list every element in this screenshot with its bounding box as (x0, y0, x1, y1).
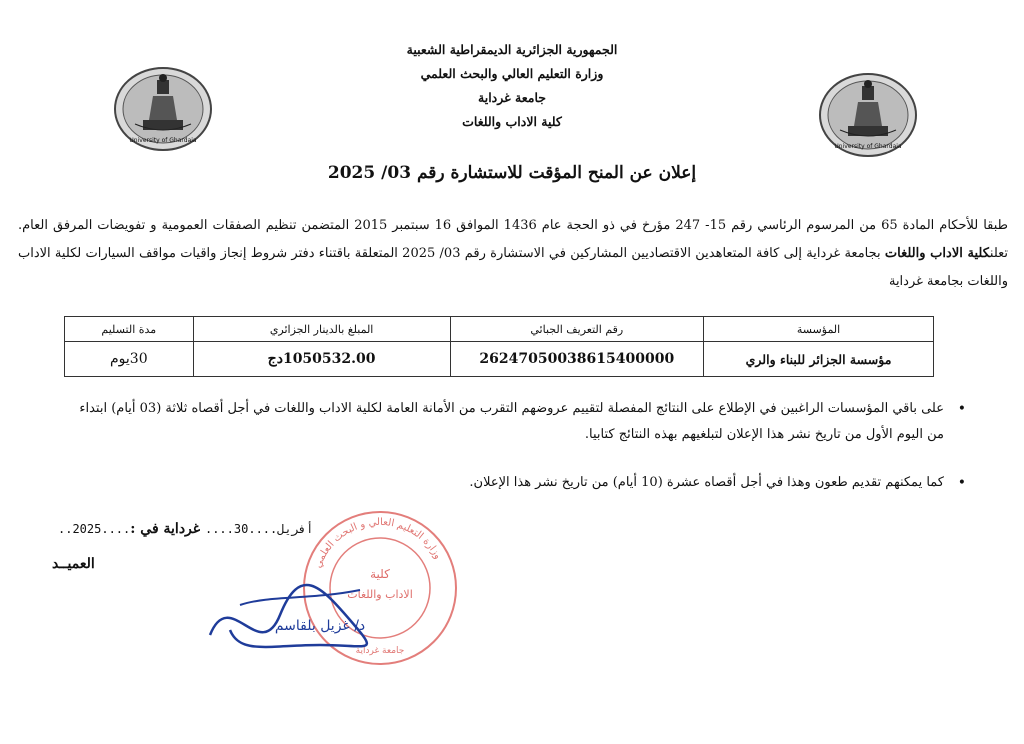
bullet-text-1: على باقي المؤسسات الراغبين في الإطلاع على النتائج المفصلة لتقييم عروضهم التقرب من الأمانة العامة لكلية الاداب واللغات في أجل أقصاه ثلاثة (03 أيام) ابتداء من اليوم الأول من تاريخ نشر هذا الإعلان لتبلغيهم بهذه النتائج كتابيا. (79, 401, 944, 442)
award-table (64, 316, 934, 377)
header-republic: الجمهورية الجزائرية الديمقراطية الشعبية (406, 42, 618, 57)
th-institution: المؤسسة (704, 317, 934, 342)
paragraph-bold-faculty: كلية الاداب واللغات (884, 246, 990, 261)
bullet-list (60, 396, 966, 518)
signature-date: ..2025....أفريل....30.... (58, 522, 314, 536)
cell-delivery: 30يوم (65, 342, 194, 377)
announcement-paragraph (18, 212, 1008, 296)
paragraph-rest: بجامعة غرداية إلى كافة المتعاهدين الاقتصاديين المشاركين في الاستشارة رقم 03/ 2025 المتعلقة باقتناء دفتر شروط إنجاز واقيات مواقف السيارات لكلية الاداب واللغات بجامعة غرداية (18, 246, 1008, 289)
cell-institution: مؤسسة الجزائر للبناء والري (704, 342, 934, 377)
document-header (0, 38, 1024, 134)
cell-tax-id: 26247050038615400000 (450, 342, 703, 377)
th-delivery: مدة التسليم (65, 317, 194, 342)
bullet-icon: • (957, 401, 966, 417)
header-faculty: كلية الاداب واللغات (462, 114, 562, 129)
stamp-center-2: الاداب واللغات (347, 588, 413, 601)
bullet-text-2: كما يمكنهم تقديم طعون وهذا في أجل أقصاه عشرة (10 أيام) من تاريخ نشر هذا الإعلان. (469, 475, 944, 490)
dean-title: العميــد (52, 556, 95, 572)
bullet-icon: • (957, 475, 966, 491)
table-header-row (65, 317, 934, 342)
list-item (60, 396, 966, 448)
logo-caption: University of Ghardaia (129, 137, 197, 144)
th-amount: المبلغ بالدينار الجزائري (193, 317, 450, 342)
list-item (60, 470, 966, 496)
cell-amount: 1050532.00دج (193, 342, 450, 377)
signer-name: د/ غزيل بلقاسم (274, 618, 366, 634)
table-row (65, 342, 934, 377)
announcement-title: إعلان عن المنح المؤقت للاستشارة رقم 03/ 2025 (327, 163, 697, 183)
logo-caption: University of Ghardaia (834, 143, 902, 150)
place-date-line (58, 521, 313, 537)
stamp-center-1: كلية (370, 567, 390, 581)
th-tax-id: رقم التعريف الجبائي (450, 317, 703, 342)
header-ministry: وزارة التعليم العالي والبحث العلمي (420, 66, 604, 81)
stamp-ring-text: وزارة التعليم العالي و البحث العلمي (312, 516, 444, 570)
stamp-bottom: جامعة غرداية (355, 646, 405, 656)
header-university: جامعة غرداية (478, 90, 546, 105)
paragraph-main: طبقا للأحكام المادة 65 من المرسوم الرئاسي رقم 15- 247 مؤرخ في ذو الحجة عام 1436 الموافق 16 سبتمبر 2015 المتضمن تنظيم الصفقات العمومية و تفويضات المرفق العام. تعلن (18, 218, 1009, 261)
place-label: غرداية في : (130, 521, 201, 537)
handwritten-signature (200, 575, 380, 665)
